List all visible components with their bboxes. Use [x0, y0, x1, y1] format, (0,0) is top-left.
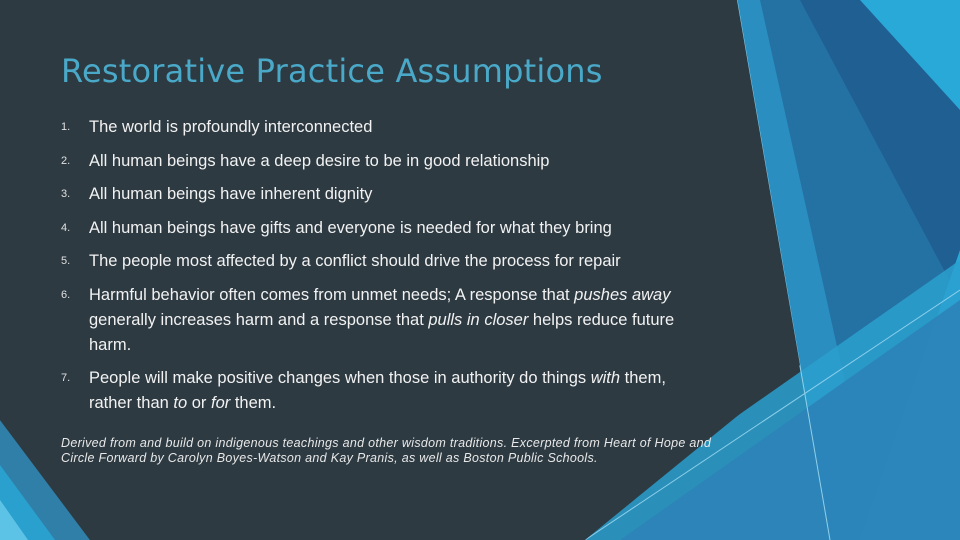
list-item-emphasis: with	[590, 369, 621, 387]
list-item-text: them.	[230, 394, 277, 412]
list-item-text: People will make positive changes when those in authority do things	[89, 369, 591, 387]
list-item	[61, 249, 711, 274]
list-item-text: All human beings have a deep desire to be in good relationship	[89, 151, 550, 170]
list-item	[61, 149, 711, 174]
slide-title: Restorative Practice Assumptions	[61, 52, 603, 90]
list-item-text: The people most affected by a conflict should drive the process for repair	[89, 252, 621, 270]
list-item-text: generally increases harm and a response that	[89, 310, 429, 329]
list-item-number: 5.	[61, 255, 71, 267]
list-item-number: 1.	[61, 121, 71, 133]
list-item-text: helps reduce future harm.	[89, 310, 675, 354]
list-item-emphasis: for	[211, 394, 231, 412]
list-item-number: 2.	[61, 154, 71, 167]
list-item-text: All human beings have inherent dignity	[89, 185, 373, 203]
list-item-text: The world is profoundly interconnected	[89, 118, 373, 136]
list-item-text: All human beings have gifts and everyone is needed for what they bring	[89, 218, 612, 237]
list-item-number: 3.	[61, 188, 71, 200]
list-item	[61, 283, 711, 358]
source-footnote: Derived from and build on indigenous teachings and other wisdom traditions. Excerpted from Heart of Hope and Circle Forward by Carolyn Boyes-Watson and Kay Pranis, as well as Boston Public Schools.	[61, 436, 712, 465]
assumptions-list	[61, 115, 711, 425]
list-item	[61, 216, 711, 241]
list-item-number: 7.	[61, 372, 71, 384]
list-item-text: or	[187, 394, 211, 412]
list-item-number: 6.	[61, 288, 71, 301]
list-item-emphasis: pulls in closer	[428, 310, 529, 329]
list-item	[61, 115, 711, 140]
list-item	[61, 366, 711, 416]
list-item-text: Harmful behavior often comes from unmet needs; A response that	[89, 285, 575, 304]
list-item-emphasis: pushes away	[574, 285, 671, 304]
list-item	[61, 182, 711, 207]
list-item-number: 4.	[61, 221, 71, 234]
list-item-text: them, rather than	[89, 369, 666, 412]
list-item-emphasis: to	[173, 394, 188, 412]
